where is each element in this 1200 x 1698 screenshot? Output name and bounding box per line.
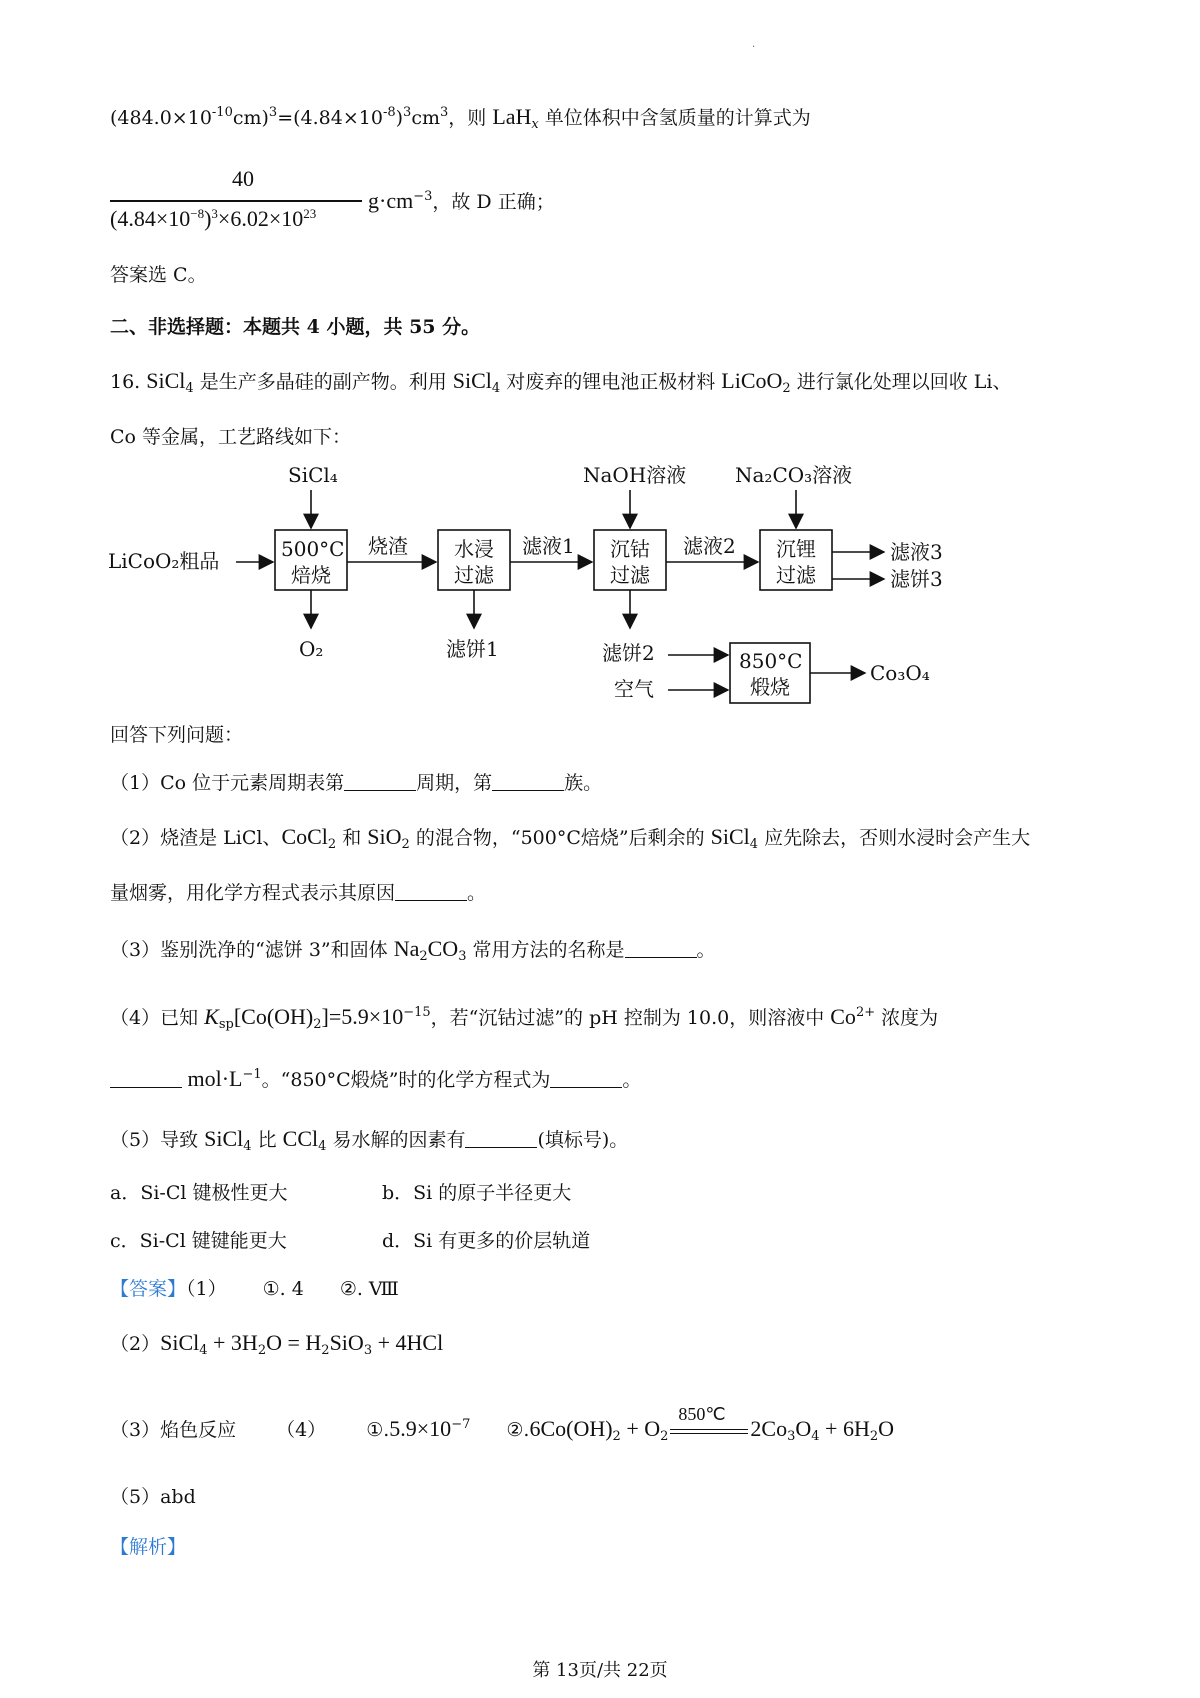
box-lithium-line2: 过滤	[776, 563, 816, 587]
text: ]=5.9×10	[321, 1004, 404, 1029]
text: （4）已知	[110, 1007, 205, 1029]
sub: 4	[199, 1343, 208, 1358]
text: SiCl	[160, 1330, 200, 1355]
answer-line-5: （5）abd	[110, 1486, 196, 1508]
text: 是生产多晶硅的副产物。利用	[193, 371, 453, 393]
sub: 2	[257, 1343, 267, 1358]
question-3	[110, 936, 716, 970]
text: O = H	[266, 1330, 322, 1355]
sup: −3	[413, 189, 433, 204]
fraction-unit	[368, 184, 555, 215]
option-d: d．Si 有更多的价层轨道	[382, 1230, 591, 1252]
label-sicl4: SiCl₄	[288, 463, 338, 487]
label-licoo2: LiCoO₂粗品	[108, 549, 220, 573]
sub: 2	[782, 381, 791, 396]
question-4	[110, 1000, 938, 1038]
text: + O	[620, 1416, 661, 1441]
label-na2co3: Na₂CO₃溶液	[735, 463, 853, 487]
sup: −15	[403, 1005, 431, 1020]
box-leach-line1: 水浸	[454, 537, 494, 561]
text: 。	[696, 939, 716, 961]
blank	[550, 1069, 622, 1088]
box-calcine-line2: 煅烧	[750, 675, 790, 699]
sub: 4	[811, 1429, 820, 1444]
sub: 2	[660, 1429, 669, 1444]
text: ②. Ⅷ	[339, 1278, 399, 1300]
formula-lah: LaH	[492, 104, 532, 129]
text: mol·L	[182, 1066, 243, 1091]
label-naoh: NaOH溶液	[583, 463, 687, 487]
text: 5.9×10	[389, 1416, 452, 1441]
label-cake3: 滤饼3	[890, 567, 943, 591]
text: [Co(OH)	[233, 1004, 314, 1029]
text: O	[878, 1416, 895, 1441]
section-2-heading: 二、非选择题：本题共 4 小题，共 55 分。	[110, 316, 481, 338]
text: O	[795, 1416, 812, 1441]
blank	[395, 882, 467, 901]
text: 周期，第	[416, 772, 493, 794]
text: 常用方法的名称是	[466, 939, 625, 961]
sup: 3	[211, 206, 218, 221]
answer-line-1	[110, 1276, 399, 1302]
text: 16.	[110, 371, 147, 393]
sup: -10	[211, 105, 233, 120]
sub: 4	[491, 381, 501, 396]
text: (填标号)。	[537, 1129, 629, 1151]
text: 族。	[564, 772, 603, 794]
blank	[110, 1069, 182, 1088]
sub: 2	[313, 1017, 322, 1032]
box-roast-line1: 500°C	[281, 537, 345, 561]
text: 单位体积中含氢质量的计算式为	[538, 107, 811, 129]
sub: x	[531, 117, 539, 132]
sub: 2	[327, 837, 337, 852]
text: （5）导致	[110, 1129, 205, 1151]
blank	[625, 939, 697, 958]
text: 2Co	[750, 1416, 788, 1441]
text: ，则	[448, 107, 493, 129]
text: g·cm	[368, 188, 414, 213]
text: 。“850°C煅烧”时的化学方程式为	[261, 1069, 551, 1091]
sub: 2	[321, 1343, 330, 1358]
formula-line-1	[110, 100, 811, 138]
double-line	[670, 1429, 748, 1434]
text: 比	[251, 1129, 283, 1151]
sup: 3	[439, 105, 449, 120]
text: 易水解的因素有	[326, 1129, 466, 1151]
blank	[492, 772, 564, 791]
text: 浓度为	[875, 1007, 939, 1029]
sub: 2	[869, 1429, 879, 1444]
blank	[465, 1129, 537, 1148]
sup: −7	[451, 1417, 471, 1432]
text: CCl	[282, 1126, 319, 1151]
text: ①. 4	[262, 1278, 304, 1300]
label-slag: 烧渣	[368, 534, 408, 558]
text: + 6H	[819, 1416, 870, 1441]
sup: 23	[303, 206, 317, 221]
text: + 4HCl	[372, 1330, 444, 1355]
box-calcine-line1: 850°C	[739, 649, 803, 673]
text: SiCl	[452, 368, 492, 393]
blank	[344, 772, 416, 791]
option-b: b．Si 的原子半径更大	[382, 1182, 572, 1204]
text: =(4.84×10	[277, 107, 383, 129]
text: SiCl	[204, 1126, 244, 1151]
answer-line-3	[110, 1404, 895, 1450]
option-a: a．Si-Cl 键极性更大	[110, 1182, 288, 1204]
question-5	[110, 1126, 628, 1160]
fraction-bar	[110, 200, 362, 202]
text: （3）鉴别洗净的“滤饼 3”和固体	[110, 939, 394, 961]
sup: 3	[403, 105, 412, 120]
sup: 3	[268, 105, 278, 120]
label-co3o4: Co₃O₄	[870, 661, 930, 685]
sub: 4	[318, 1139, 327, 1154]
text: cm	[411, 107, 440, 129]
q16-line-1	[110, 368, 1011, 402]
text: （2）	[110, 1333, 161, 1355]
sub: 2	[401, 837, 410, 852]
text: )	[395, 107, 404, 129]
text: SiO	[367, 824, 402, 849]
process-flow-diagram	[0, 460, 1200, 720]
text: (4.84×10	[110, 206, 191, 231]
text: 的混合物，“500°C焙烧”后剩余的	[409, 827, 711, 849]
fraction-numerator: 40	[232, 166, 254, 191]
text: SiCl	[146, 368, 186, 393]
sub: 3	[787, 1429, 796, 1444]
fraction-denominator	[110, 206, 316, 232]
text: ，若“沉钴过滤”的 pH 控制为 10.0，则溶液中	[430, 1007, 831, 1029]
text: （2）烧渣是 LiCl、	[110, 827, 282, 849]
page-footer: 第 13页/共 22页	[532, 1660, 668, 1681]
text: 6Co(OH)	[529, 1416, 613, 1441]
text: （3）焰色反应	[110, 1419, 237, 1441]
box-roast-line2: 焙烧	[291, 563, 331, 587]
sub: 4	[243, 1139, 252, 1154]
label-filtrate2: 滤液2	[683, 534, 736, 558]
top-dot: ·	[752, 42, 756, 53]
label-o2: O₂	[299, 637, 324, 661]
box-lithium-line1: 沉锂	[776, 537, 816, 561]
question-2	[110, 824, 1030, 858]
answer-label: 【答案】	[110, 1278, 187, 1300]
reaction-condition	[668, 1404, 750, 1441]
answer-line-2	[110, 1330, 443, 1364]
text: ①.	[366, 1419, 390, 1441]
text: 应先除去，否则水浸时会产生大	[758, 827, 1031, 849]
question-2-cont	[110, 880, 486, 906]
box-leach-line2: 过滤	[454, 563, 494, 587]
text: ，故 D 正确；	[432, 191, 555, 213]
text: 进行氯化处理以回收 Li、	[790, 371, 1012, 393]
label-air: 空气	[614, 677, 654, 701]
text: 和	[336, 827, 368, 849]
text: （4）	[276, 1419, 327, 1441]
text: SiCl	[710, 824, 750, 849]
text: ×6.02×10	[217, 206, 304, 231]
label-cake2: 滤饼2	[602, 641, 655, 665]
sup: 2+	[855, 1005, 876, 1020]
question-4-cont	[110, 1062, 641, 1093]
text: 对废弃的锂电池正极材料	[500, 371, 722, 393]
label-filtrate3: 滤液3	[890, 540, 943, 564]
condition-text: 850℃	[678, 1404, 726, 1424]
sub: 4	[749, 837, 759, 852]
sub: 4	[185, 381, 194, 396]
text: Co	[830, 1004, 856, 1029]
text: （1）	[186, 1278, 227, 1300]
text: 。	[467, 882, 487, 904]
option-c: c．Si-Cl 键键能更大	[110, 1230, 287, 1252]
label-cake1: 滤饼1	[446, 637, 499, 661]
sup: -8	[382, 105, 396, 120]
label-filtrate1: 滤液1	[522, 534, 575, 558]
question-1	[110, 770, 602, 796]
sub: 2	[612, 1429, 621, 1444]
q16-line-2: Co 等金属，工艺路线如下：	[110, 426, 352, 448]
box-cobalt-line2: 过滤	[610, 563, 650, 587]
sub: 3	[363, 1343, 373, 1358]
text: CO	[427, 936, 459, 961]
text: CoCl	[281, 824, 328, 849]
text: LiCoO	[721, 368, 783, 393]
text: 量烟雾，用化学方程式表示其原因	[110, 882, 396, 904]
answer-prompt: 回答下列问题：	[110, 724, 244, 746]
text: 。	[622, 1069, 642, 1091]
text: )	[204, 206, 212, 231]
sup: −8	[190, 206, 205, 221]
box-cobalt-line1: 沉钴	[610, 537, 650, 561]
text: + 3H	[207, 1330, 258, 1355]
answer-c: 答案选 C。	[110, 264, 207, 286]
sub: 3	[458, 949, 467, 964]
text: Na	[393, 936, 420, 961]
analysis-label: 【解析】	[110, 1536, 187, 1558]
text: K	[204, 1004, 219, 1029]
text: SiO	[329, 1330, 364, 1355]
text: (484.0×10	[110, 107, 212, 129]
sup: −1	[242, 1067, 262, 1082]
sub: sp	[218, 1017, 234, 1032]
text: cm)	[232, 107, 269, 129]
text: （1）Co 位于元素周期表第	[110, 772, 345, 794]
text: ②.	[506, 1419, 530, 1441]
sub: 2	[419, 949, 428, 964]
